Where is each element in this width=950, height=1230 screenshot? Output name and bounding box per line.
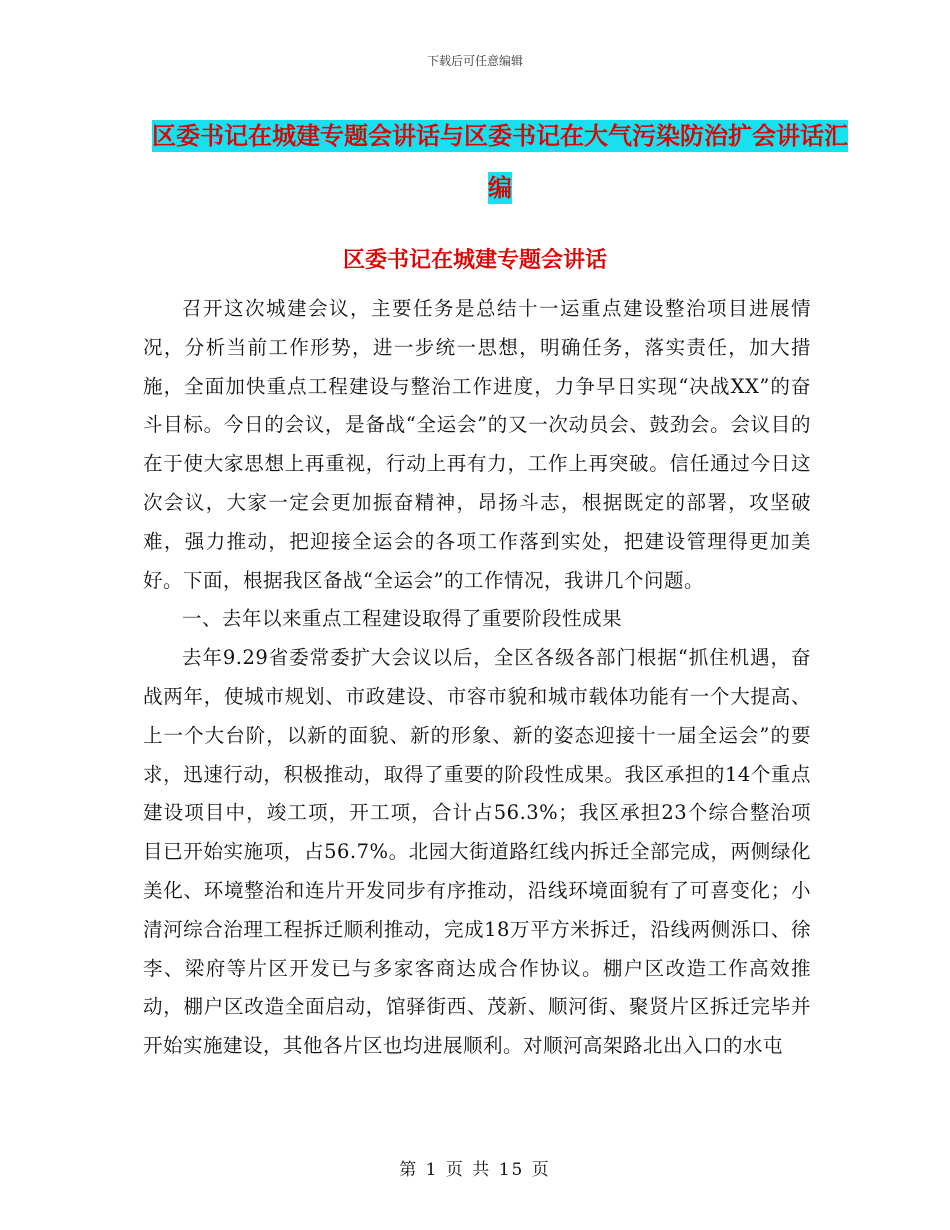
body-text xyxy=(143,290,811,1066)
document-title xyxy=(150,110,850,214)
paragraph: 去年9.29省委常委扩大会议以后，全区各级各部门根据“抓住机遇，奋战两年，使城市规划、市政建设、市容市貌和城市载体功能有一个大提高、上一个大台阶，以新的面貌、新的形象、新的姿态迎接十一届全运会”的要求，迅速行动，积极推动，取得了重要的阶段性成果。我区承担的14个重点建设项目中，竣工项，开工项，合计占56.3%；我区承担23个综合整治项目已开始实施项，占56.7%。北园大街道路红线内拆迁全部完成，两侧绿化美化、环境整治和连片开发同步有序推动，沿线环境面貌有了可喜变化；小清河综合治理工程拆迁顺利推动，完成18万平方米拆迁，沿线两侧泺口、徐李、梁府等片区开发已与多家客商达成合作协议。棚户区改造工作高效推动，棚户区改造全面启动，馆驿街西、茂新、顺河街、聚贤片区拆迁完毕并开始实施建设，其他各片区也均进展顺利。对顺河高架路北出入口的水屯 xyxy=(143,646,811,1058)
section-title: 区委书记在城建专题会讲话 xyxy=(342,248,607,273)
paragraph: 召开这次城建会议，主要任务是总结十一运重点建设整治项目进展情况，分析当前工作形势，进一步统一思想，明确任务，落实责任，加大措施，全面加快重点工程建设与整治工作进度，力争早日实现“决战XX”的奋斗目标。今日的会议，是备战“全运会”的又一次动员会、鼓劲会。会议目的在于使大家思想上再重视，行动上再有力，工作上再突破。信任通过今日这次会议，大家一定会更加振奋精神，昂扬斗志，根据既定的部署，攻坚破难，强力推动，把迎接全运会的各项工作落到实处，把建设管理得更加美好。下面，根据我区备战“全运会”的工作情况，我讲几个问题。 xyxy=(143,297,811,592)
paragraph-heading: 一、去年以来重点工程建设取得了重要阶段性成果 xyxy=(182,607,623,631)
page-footer: 第 1 页 共 15 页 xyxy=(399,1160,551,1180)
header-note: 下载后可任意编辑 xyxy=(426,54,523,68)
document-title-text: 区委书记在城建专题会讲话与区委书记在大气污染防治扩会讲话汇编 xyxy=(152,122,848,202)
